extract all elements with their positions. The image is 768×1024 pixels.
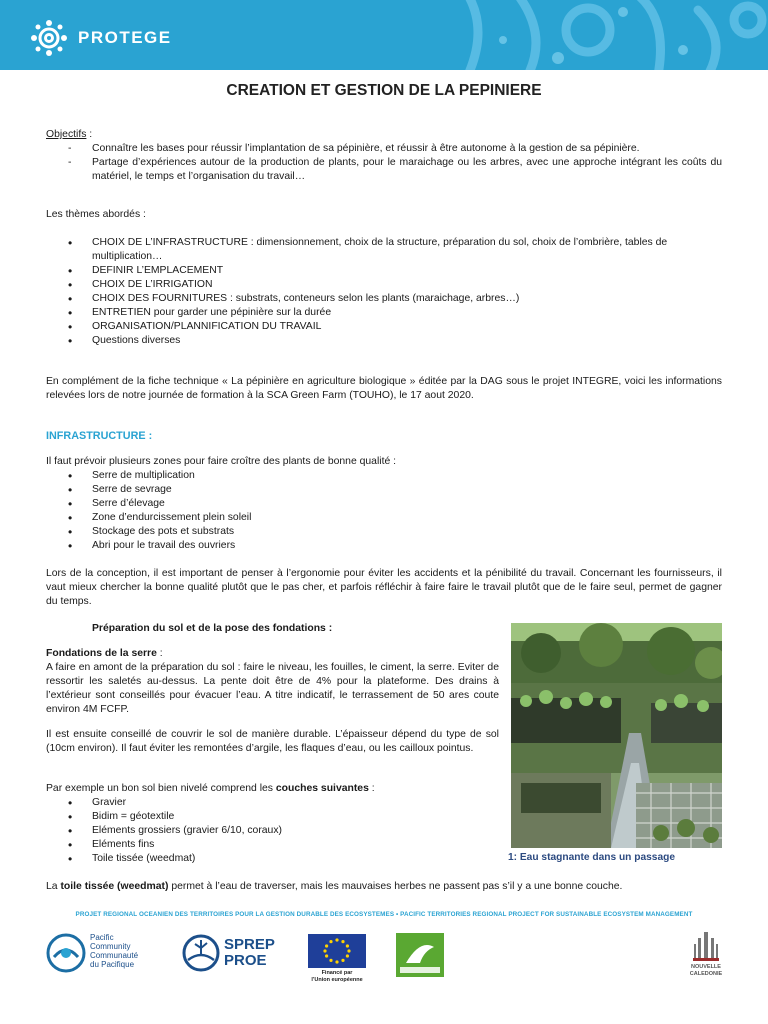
pacific-community-logo — [46, 932, 156, 974]
layers-bold: couches suivantes — [275, 783, 369, 794]
layers-suffix: : — [368, 783, 375, 794]
list-item: • Serre de sevrage — [68, 483, 722, 497]
nc-line1: NOUVELLE — [691, 964, 721, 970]
ergonomy-paragraph: Lors de la conception, il est important de penser à l’ergonomie pour éviter les accidents et la pénibilité du travail. Concernant les fournisseurs, il vaut mieux chercher la bonne qualité plutôt que le pas cher, et parfois réfléchir à faire faire le travail plutôt que de le faire seul, permet de gagner du temps. — [46, 568, 722, 607]
weedmat-pre: La — [46, 881, 61, 892]
spc-line2: Community — [90, 942, 131, 951]
eu-flag-icon — [308, 934, 366, 968]
eu-logo — [306, 934, 368, 986]
weedmat-paragraph — [46, 880, 722, 894]
sprep-line2: PROE — [224, 952, 267, 969]
nc-line2: CALEDONIE — [689, 970, 723, 977]
project-footer-line: PROJET REGIONAL OCEANIEN DES TERRITOIRES POUR LA GESTION DURABLE DES ECOSYSTEMES • PACIFIC TERRITORIES REGIONAL PROJECT FOR SUSTAINABLE ECOSYSTEM MANAGEMENT — [75, 911, 693, 918]
list-item: • Eléments grossiers (gravier 6/10, coraux) — [68, 824, 499, 838]
pacific-community-emblem-icon — [46, 933, 86, 973]
list-item: • CHOIX DE L’INFRASTRUCTURE : dimensionnement, choix de la structure, préparation du sol, choix de l’ombrière, tables de multiplication… — [68, 236, 722, 264]
protege-brand — [28, 18, 172, 58]
cover-paragraph: Il est ensuite conseillé de couvrir le sol de manière durable. L’épaisseur dépend du type de sol (10cm environ). Il faut éviter les remontées d’argile, les flaques d’eau, ou les cailloux pointus. — [46, 729, 499, 754]
foundations-suffix: : — [156, 648, 163, 659]
layers-intro: Par exemple un bon sol bien nivelé comprend les — [46, 783, 276, 794]
spc-line3: Communauté — [90, 951, 139, 960]
foundations-label: Fondations de la serre — [46, 648, 157, 659]
zones-intro: Il faut prévoir plusieurs zones pour faire croître des plants de bonne qualité : — [46, 456, 397, 467]
weedmat-bold: toile tissée (weedmat) — [60, 881, 169, 892]
list-item: - Partage d’expériences autour de la production de plants, pour le maraichage ou les arbres, avec une approche intégrant les coûts du matériel, le temps et l’organisation du travail… — [68, 156, 722, 184]
sprep-line1: SPREP — [224, 936, 275, 953]
eu-line1: Financé par — [321, 970, 353, 976]
subsection-heading: Préparation du sol et de la pose des fondations : — [92, 623, 333, 634]
protege-logo-icon — [28, 18, 70, 58]
sprep-logo — [182, 934, 277, 974]
list-item: • Serre de multiplication — [68, 469, 722, 483]
list-item: • ORGANISATION/PLANNIFICATION DU TRAVAIL — [68, 320, 722, 334]
objectives-label: Objectifs — [46, 129, 87, 140]
themes-list-wrap — [46, 236, 722, 348]
foundations-block — [46, 647, 499, 717]
list-item: • Eléments fins — [68, 838, 499, 852]
eu-line2: l’Union européenne — [311, 976, 363, 983]
themes-intro: Les thèmes abordés : — [46, 209, 146, 220]
nouvelle-caledonie-emblem-icon — [691, 930, 721, 962]
objectives-section — [46, 128, 722, 184]
zones-list — [68, 469, 722, 553]
list-item: • Gravier — [68, 796, 499, 810]
nursery-illustration — [511, 623, 722, 848]
brand-name: PROTEGE — [78, 28, 172, 47]
cesc-emblem-icon — [396, 933, 444, 977]
list-item: - Connaître les bases pour réussir l’implantation de sa pépinière, et réussir à être autonome à la gestion de sa pépinière. — [68, 142, 722, 156]
weedmat-post: permet à l’eau de traverser, mais les mauvaises herbes ne passent pas s’il y a une bonne couche. — [168, 881, 623, 892]
spc-line4: du Pacifique — [90, 960, 135, 969]
figure-caption: 1: Eau stagnante dans un passage — [508, 852, 676, 863]
objectives-suffix: : — [86, 129, 93, 140]
infrastructure-zones — [46, 455, 722, 553]
themes-list — [68, 236, 722, 348]
soil-heading — [92, 622, 492, 636]
header-banner — [0, 0, 768, 70]
complement-paragraph: En complément de la fiche technique « La pépinière en agriculture biologique » éditée par la DAG sous le projet INTEGRE, voici les informations relevées lors de notre journée de formation à la SCA Green Farm (TOUHO), le 17 aout 2020. — [46, 376, 722, 401]
sprep-emblem-icon — [182, 934, 222, 972]
list-item: • Bidim = géotextile — [68, 810, 499, 824]
list-item: • Toile tissée (weedmat) — [68, 852, 499, 866]
list-item: • CHOIX DES FOURNITURES : substrats, conteneurs selon les plants (maraichage, arbres…) — [68, 292, 722, 306]
section-heading: INFRASTRUCTURE : — [46, 430, 153, 442]
themes-section — [46, 208, 722, 222]
list-item: • ENTRETIEN pour garder une pépinière sur la durée — [68, 306, 722, 320]
list-item: • CHOIX DE L’IRRIGATION — [68, 278, 722, 292]
page-title: CREATION ET GESTION DE LA PEPINIERE — [226, 82, 542, 99]
foundations-text: A faire en amont de la préparation du sol : faire le niveau, les fouilles, le ciment, la serre. Eviter de ressortir les saletés au-dessus. La pente doit être de 4% pour la plateforme. Des drains à l’extérieur sont conseillés pour évacuer l’eau. A titre indicatif, le terrassement de 50 ares coute environ 4M FCFP. — [46, 662, 499, 715]
list-item: • Zone d’endurcissement plein soleil — [68, 511, 722, 525]
cesc-logo — [396, 933, 444, 977]
spc-line1: Pacific — [90, 933, 114, 942]
layers-block — [46, 782, 499, 866]
nursery-photo — [511, 623, 722, 848]
list-item: • Stockage des pots et substrats — [68, 525, 722, 539]
layers-list — [68, 796, 499, 866]
objectives-list — [68, 142, 722, 184]
list-item: • Serre d’élevage — [68, 497, 722, 511]
list-item: • Abri pour le travail des ouvriers — [68, 539, 722, 553]
decorative-pattern — [408, 0, 768, 70]
infrastructure-heading — [46, 429, 722, 444]
list-item: • DEFINIR L’EMPLACEMENT — [68, 264, 722, 278]
list-item: • Questions diverses — [68, 334, 722, 348]
nouvelle-caledonie-logo — [686, 930, 726, 986]
